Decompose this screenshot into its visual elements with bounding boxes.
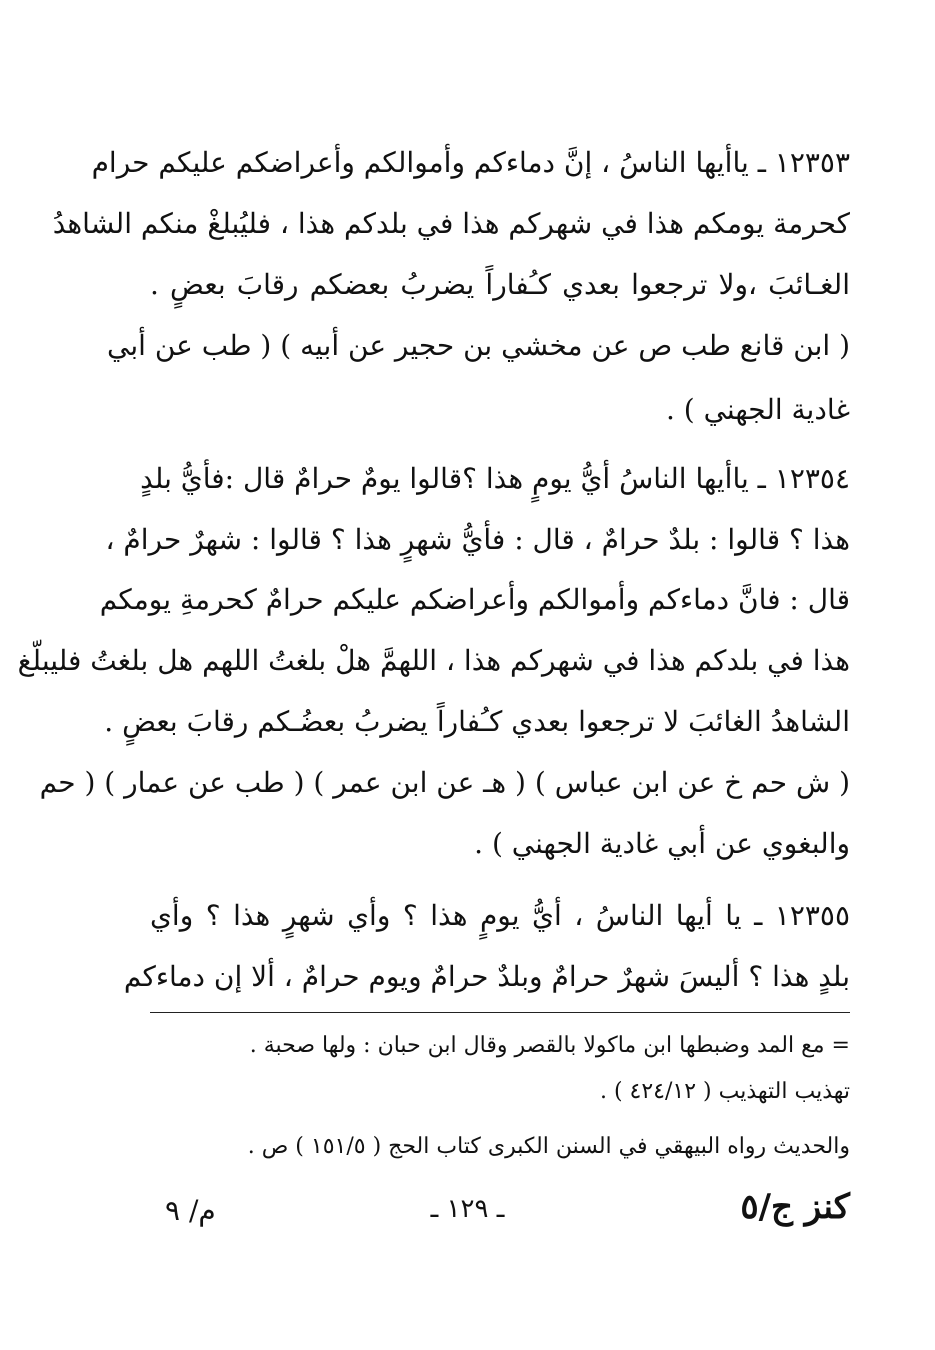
hadith-12353-line-5: غادية الجهني ) . bbox=[665, 393, 850, 426]
hadith-12353-line-2: كحرمة يومكم هذا في شهركم هذا في بلدكم هذا ، فليُبلغْ منكم الشاهدُ bbox=[52, 207, 850, 240]
hadith-12354-line-6: ( ش حم خ عن ابن عباس ) ( هـ عن ابن عمر ) ( طب عن عمار ) ( حم bbox=[39, 766, 850, 799]
hadith-12353-line-4: ( ابن قانع طب ص عن مخشي بن حجير عن أبيه ) ( طب عن أبي bbox=[107, 329, 850, 362]
hadith-12353-line-1: ١٢٣٥٣ ـ ياأيها الناسُ ، إنَّ دماءكم وأموالكم وأعراضكم عليكم حرام bbox=[91, 146, 850, 179]
hadith-12355-line-2: بلدٍ هذا ؟ أليسَ شهرٌ حرامٌ وبلدٌ حرامٌ ويوم حرامٌ ، ألا إن دماءكم bbox=[123, 960, 850, 993]
hadith-12354-line-2: هذا ؟ قالوا : بلدٌ حرامٌ ، قال : فأيُّ شهرٍ هذا ؟ قالوا : شهرٌ حرامٌ ، bbox=[105, 523, 850, 556]
volume-signature: كنز ج/٥ bbox=[740, 1187, 850, 1227]
hadith-12354-line-3: قال : فانَّ دماءكم وأموالكم وأعراضكم عليكم حرامٌ كحرمةِ يومكم bbox=[99, 583, 850, 616]
hadith-12354-line-4: هذا في بلدكم هذا في شهركم هذا ، اللهمَّ هلْ بلغتُ اللهم هل بلغتُ فليبلّغ bbox=[17, 644, 850, 677]
hadith-12353-line-3: الغـائبَ ،ولا ترجعوا بعدي كـُفاراً يضربُ بعضكم رقابَ بعضٍ . bbox=[150, 268, 850, 301]
hadith-12355-line-1: ١٢٣٥٥ ـ يا أيها الناسُ ، أيُّ يومٍ هذا ؟ وأي شهرٍ هذا ؟ وأي bbox=[150, 899, 850, 932]
hadith-12354-line-1: ١٢٣٥٤ ـ ياأيها الناسُ أيُّ يومٍ هذا ؟قالوا يومٌ حرامٌ قال :فأيُّ بلدٍ bbox=[140, 462, 850, 495]
sheet-mark: م/ ٩ bbox=[165, 1194, 216, 1227]
footnote-line-2: تهذيب التهذيب ( ٤٢٤/١٢ ) . bbox=[599, 1079, 850, 1104]
footnote-line-1: = مع المد وضبطها ابن ماكولا بالقصر وقال ابن حبان : ولها صحبة . bbox=[249, 1033, 850, 1058]
footnote-line-3: والحديث رواه البيهقي في السنن الكبرى كتاب الحج ( ١٥١/٥ ) ص . bbox=[247, 1134, 850, 1159]
footnote-rule bbox=[150, 1012, 850, 1013]
hadith-12354-line-5: الشاهدُ الغائبَ لا ترجعوا بعدي كـُفاراً يضربُ بعضُـكم رقابَ بعضٍ . bbox=[104, 705, 850, 738]
page-number: ـ ١٢٩ ـ bbox=[430, 1194, 505, 1224]
hadith-12354-line-7: والبغوي عن أبي غادية الجهني ) . bbox=[474, 827, 850, 860]
